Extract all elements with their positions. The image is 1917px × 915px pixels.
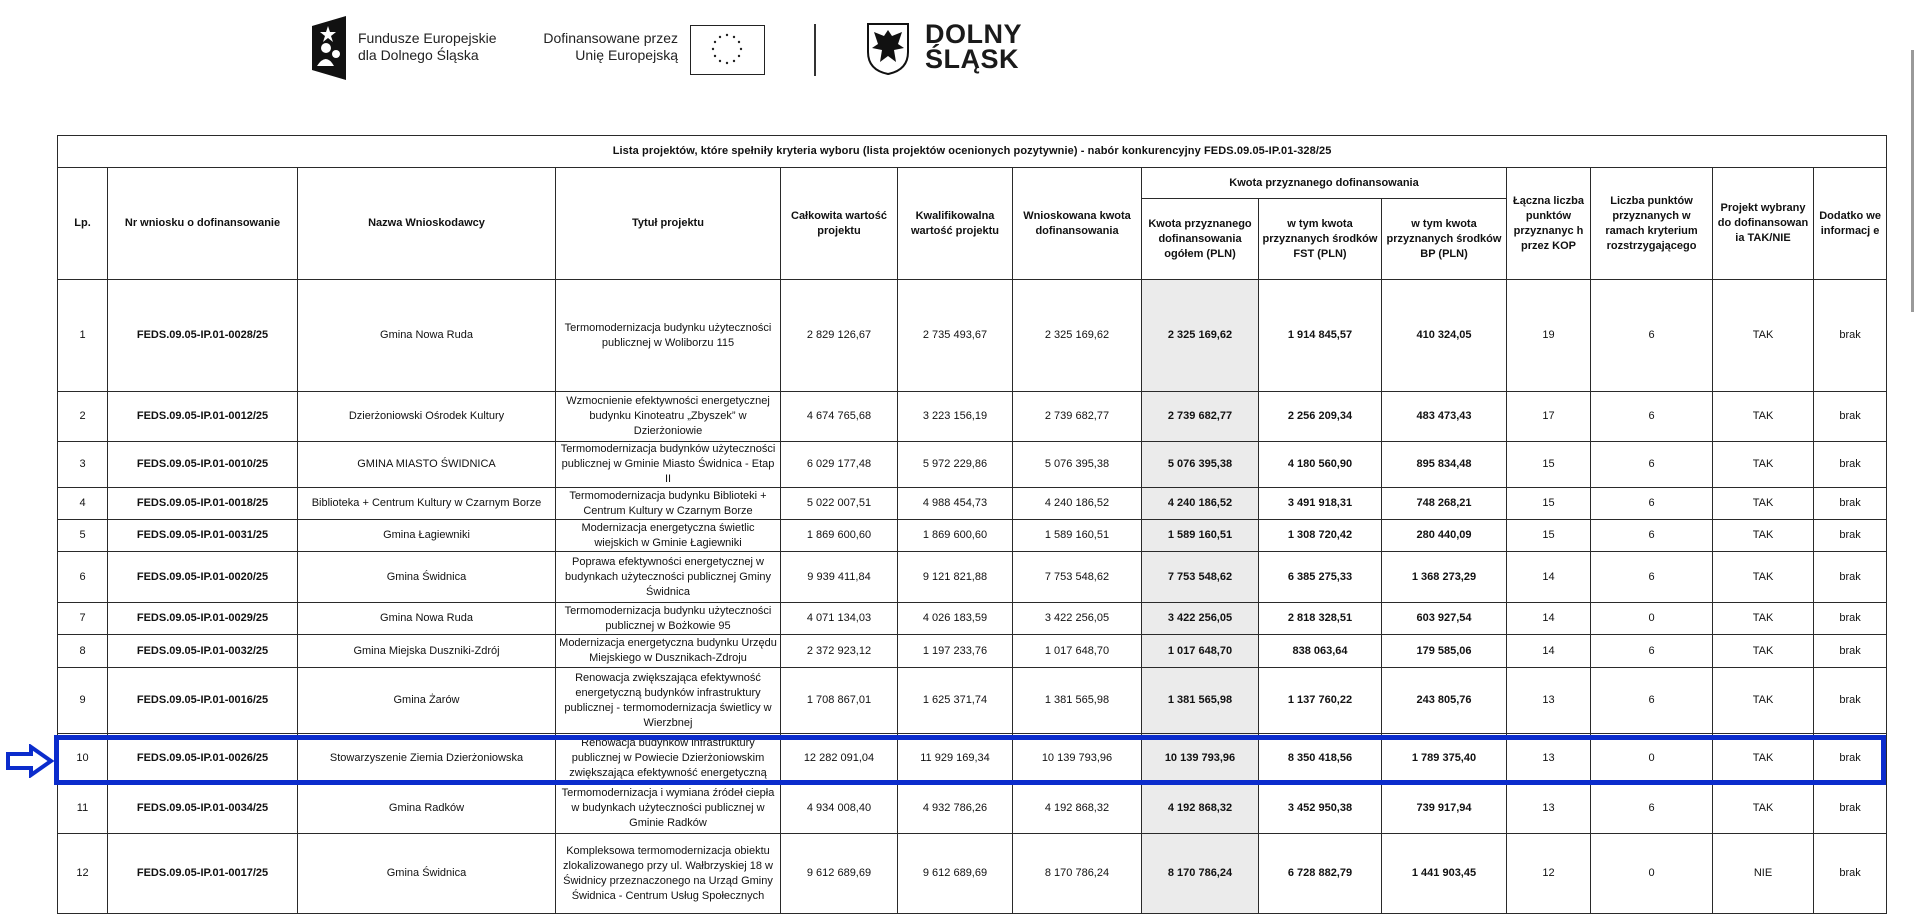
cell-wybrany: TAK <box>1713 635 1814 668</box>
header-kwota-ogolem: Kwota przyznanego dofinansowania ogółem (PLN) <box>1142 199 1259 280</box>
dofinansowane-text <box>520 30 678 64</box>
cell-kwota-ogolem: 2 739 682,77 <box>1142 392 1259 442</box>
table-body <box>58 280 1887 914</box>
cell-kwota-bp: 280 440,09 <box>1382 520 1507 552</box>
cell-dodatkowe: brak <box>1814 734 1887 784</box>
cell-punkty-rozstrz: 6 <box>1591 784 1713 834</box>
cell-tytul: Termomodernizacja i wymiana źródeł ciepła w budynkach użyteczności publicznej w Gminie Radków <box>556 784 781 834</box>
header-punkty-rozstrzygajace: Liczba punktów przyznanych w ramach kryterium rozstrzygającego <box>1591 168 1713 280</box>
cell-wybrany: TAK <box>1713 442 1814 488</box>
cell-kwota-fst: 6 728 882,79 <box>1259 834 1382 914</box>
cell-kwota-bp: 603 927,54 <box>1382 603 1507 635</box>
cell-nr-wniosku: FEDS.09.05-IP.01-0029/25 <box>108 603 298 635</box>
cell-punkty-kop: 14 <box>1507 635 1591 668</box>
cell-tytul: Termomodernizacja budynku Biblioteki + Centrum Kultury w Czarnym Borze <box>556 488 781 520</box>
header-wnioskowana-kwota: Wnioskowana kwota dofinansowania <box>1013 168 1142 280</box>
cell-punkty-rozstrz: 6 <box>1591 488 1713 520</box>
cell-wnioskowana: 2 325 169,62 <box>1013 280 1142 392</box>
cell-kwota-bp: 243 805,76 <box>1382 668 1507 734</box>
cell-kwota-ogolem: 8 170 786,24 <box>1142 834 1259 914</box>
table-row <box>58 392 1887 442</box>
cell-dodatkowe: brak <box>1814 442 1887 488</box>
cell-tytul: Termomodernizacja budynków użyteczności publicznej w Gminie Miasto Świdnica - Etap II <box>556 442 781 488</box>
cell-wybrany: TAK <box>1713 392 1814 442</box>
cell-tytul: Modernizacja energetyczna świetlic wiejskich w Gminie Łagiewniki <box>556 520 781 552</box>
table-row <box>58 488 1887 520</box>
cell-kwota-bp: 895 834,48 <box>1382 442 1507 488</box>
cell-kwota-fst: 6 385 275,33 <box>1259 552 1382 603</box>
header-dodatkowe-informacje: Dodatko we informacj e <box>1814 168 1887 280</box>
cell-kwalifikowalna: 4 932 786,26 <box>898 784 1013 834</box>
region-line-2: ŚLĄSK <box>925 44 1020 74</box>
cell-kwalifikowalna: 1 625 371,74 <box>898 668 1013 734</box>
cell-wnioskowana: 7 753 548,62 <box>1013 552 1142 603</box>
cell-lp: 4 <box>58 488 108 520</box>
cell-kwalifikowalna: 9 612 689,69 <box>898 834 1013 914</box>
cell-wybrany: TAK <box>1713 784 1814 834</box>
cell-wybrany: TAK <box>1713 280 1814 392</box>
header-tytul-projektu: Tytuł projektu <box>556 168 781 280</box>
cell-nr-wniosku: FEDS.09.05-IP.01-0026/25 <box>108 734 298 784</box>
cell-kwota-fst: 1 914 845,57 <box>1259 280 1382 392</box>
cell-nr-wniosku: FEDS.09.05-IP.01-0010/25 <box>108 442 298 488</box>
cell-kwota-bp: 748 268,21 <box>1382 488 1507 520</box>
table-row <box>58 442 1887 488</box>
cell-tytul: Renowacja budynków infrastruktury publicznej w Powiecie Dzierżoniowskim zwiększająca efektywność energetyczną <box>556 734 781 784</box>
cell-punkty-kop: 15 <box>1507 442 1591 488</box>
cell-punkty-kop: 15 <box>1507 488 1591 520</box>
cell-kwalifikowalna: 1 869 600,60 <box>898 520 1013 552</box>
cell-punkty-kop: 15 <box>1507 520 1591 552</box>
cell-nazwa: Gmina Radków <box>298 784 556 834</box>
cell-calkowita: 1 869 600,60 <box>781 520 898 552</box>
cell-calkowita: 5 022 007,51 <box>781 488 898 520</box>
cell-kwota-bp: 179 585,06 <box>1382 635 1507 668</box>
cell-kwalifikowalna: 5 972 229,86 <box>898 442 1013 488</box>
cell-kwota-ogolem: 1 017 648,70 <box>1142 635 1259 668</box>
header-punkty-kop: Łączna liczba punktów przyznanyc h przez KOP <box>1507 168 1591 280</box>
cell-kwota-fst: 838 063,64 <box>1259 635 1382 668</box>
cell-calkowita: 12 282 091,04 <box>781 734 898 784</box>
cell-nazwa: Gmina Łagiewniki <box>298 520 556 552</box>
cell-nr-wniosku: FEDS.09.05-IP.01-0031/25 <box>108 520 298 552</box>
cell-dodatkowe: brak <box>1814 552 1887 603</box>
cell-kwalifikowalna: 3 223 156,19 <box>898 392 1013 442</box>
cell-wybrany: TAK <box>1713 734 1814 784</box>
cell-nr-wniosku: FEDS.09.05-IP.01-0034/25 <box>108 784 298 834</box>
logo-separator <box>814 24 816 76</box>
cell-nazwa: Biblioteka + Centrum Kultury w Czarnym Borze <box>298 488 556 520</box>
cell-nr-wniosku: FEDS.09.05-IP.01-0012/25 <box>108 392 298 442</box>
cell-punkty-kop: 14 <box>1507 552 1591 603</box>
cell-kwalifikowalna: 11 929 169,34 <box>898 734 1013 784</box>
cell-wnioskowana: 8 170 786,24 <box>1013 834 1142 914</box>
cell-nazwa: Stowarzyszenie Ziemia Dzierżoniowska <box>298 734 556 784</box>
cell-kwota-bp: 1 441 903,45 <box>1382 834 1507 914</box>
header-projekt-wybrany: Projekt wybrany do dofinansowan ia TAK/NIE <box>1713 168 1814 280</box>
cell-kwota-ogolem: 1 589 160,51 <box>1142 520 1259 552</box>
dof-line-1: Dofinansowane przez <box>543 30 678 46</box>
cell-lp: 10 <box>58 734 108 784</box>
fe-line-1: Fundusze Europejskie <box>358 30 497 46</box>
cell-kwota-bp: 1 789 375,40 <box>1382 734 1507 784</box>
cell-punkty-rozstrz: 6 <box>1591 668 1713 734</box>
cell-punkty-rozstrz: 6 <box>1591 442 1713 488</box>
logo-header <box>0 0 1917 100</box>
header-kwota-bp: w tym kwota przyznanych środków BP (PLN) <box>1382 199 1507 280</box>
cell-kwota-bp: 1 368 273,29 <box>1382 552 1507 603</box>
cell-calkowita: 4 071 134,03 <box>781 603 898 635</box>
table-row <box>58 668 1887 734</box>
header-group-kwota-przyznana: Kwota przyznanego dofinansowania <box>1142 168 1507 199</box>
cell-calkowita: 9 612 689,69 <box>781 834 898 914</box>
cell-wnioskowana: 1 017 648,70 <box>1013 635 1142 668</box>
table-row <box>58 603 1887 635</box>
projects-table <box>57 135 1887 914</box>
cell-kwota-bp: 483 473,43 <box>1382 392 1507 442</box>
cell-dodatkowe: brak <box>1814 834 1887 914</box>
cell-punkty-kop: 13 <box>1507 784 1591 834</box>
cell-wnioskowana: 1 381 565,98 <box>1013 668 1142 734</box>
table-row <box>58 784 1887 834</box>
cell-dodatkowe: brak <box>1814 784 1887 834</box>
table-row <box>58 834 1887 914</box>
header-nr-wniosku: Nr wniosku o dofinansowanie <box>108 168 298 280</box>
cell-punkty-rozstrz: 6 <box>1591 520 1713 552</box>
cell-punkty-kop: 13 <box>1507 668 1591 734</box>
eu-flag-icon <box>690 25 765 75</box>
cell-wybrany: NIE <box>1713 834 1814 914</box>
cell-punkty-rozstrz: 6 <box>1591 392 1713 442</box>
cell-calkowita: 2 372 923,12 <box>781 635 898 668</box>
cell-lp: 5 <box>58 520 108 552</box>
fe-line-2: dla Dolnego Śląska <box>358 47 479 63</box>
cell-nazwa: Gmina Świdnica <box>298 834 556 914</box>
cell-wybrany: TAK <box>1713 520 1814 552</box>
cell-tytul: Termomodernizacja budynku użyteczności publicznej w Woliborzu 115 <box>556 280 781 392</box>
cell-kwalifikowalna: 1 197 233,76 <box>898 635 1013 668</box>
cell-kwota-fst: 3 452 950,38 <box>1259 784 1382 834</box>
cell-wnioskowana: 10 139 793,96 <box>1013 734 1142 784</box>
cell-nr-wniosku: FEDS.09.05-IP.01-0028/25 <box>108 280 298 392</box>
cell-punkty-rozstrz: 6 <box>1591 635 1713 668</box>
cell-kwota-bp: 410 324,05 <box>1382 280 1507 392</box>
cell-kwota-ogolem: 3 422 256,05 <box>1142 603 1259 635</box>
cell-kwota-fst: 1 137 760,22 <box>1259 668 1382 734</box>
cell-punkty-kop: 19 <box>1507 280 1591 392</box>
dof-line-2: Unię Europejską <box>575 47 678 63</box>
table-row <box>58 552 1887 603</box>
cell-calkowita: 1 708 867,01 <box>781 668 898 734</box>
cell-dodatkowe: brak <box>1814 488 1887 520</box>
cell-kwota-ogolem: 10 139 793,96 <box>1142 734 1259 784</box>
table-title <box>58 136 1887 168</box>
cell-kwota-fst: 3 491 918,31 <box>1259 488 1382 520</box>
cell-calkowita: 4 674 765,68 <box>781 392 898 442</box>
cell-wnioskowana: 4 192 868,32 <box>1013 784 1142 834</box>
cell-punkty-rozstrz: 6 <box>1591 280 1713 392</box>
cell-nr-wniosku: FEDS.09.05-IP.01-0020/25 <box>108 552 298 603</box>
fundusze-europejskie-text <box>358 30 497 64</box>
cell-kwota-fst: 4 180 560,90 <box>1259 442 1382 488</box>
cell-tytul: Poprawa efektywności energetycznej w budynkach użyteczności publicznej Gminy Świdnica <box>556 552 781 603</box>
cell-wybrany: TAK <box>1713 603 1814 635</box>
cell-wnioskowana: 4 240 186,52 <box>1013 488 1142 520</box>
cell-wnioskowana: 2 739 682,77 <box>1013 392 1142 442</box>
header-kwalifikowalna-wartosc: Kwalifikowalna wartość projektu <box>898 168 1013 280</box>
header-lp: Lp. <box>58 168 108 280</box>
table-row <box>58 635 1887 668</box>
cell-nazwa: GMINA MIASTO ŚWIDNICA <box>298 442 556 488</box>
cell-calkowita: 6 029 177,48 <box>781 442 898 488</box>
cell-kwota-bp: 739 917,94 <box>1382 784 1507 834</box>
arrow-right-icon <box>5 744 55 778</box>
cell-calkowita: 2 829 126,67 <box>781 280 898 392</box>
header-nazwa-wnioskodawcy: Nazwa Wnioskodawcy <box>298 168 556 280</box>
cell-tytul: Kompleksowa termomodernizacja obiektu zlokalizowanego przy ul. Wałbrzyskiej 18 w Świdnicy przeznaczonego na Urząd Gminy Świdnica - Centrum Usług Społecznych <box>556 834 781 914</box>
cell-nazwa: Gmina Świdnica <box>298 552 556 603</box>
cell-kwalifikowalna: 4 026 183,59 <box>898 603 1013 635</box>
cell-lp: 9 <box>58 668 108 734</box>
cell-wybrany: TAK <box>1713 488 1814 520</box>
cell-punkty-rozstrz: 0 <box>1591 603 1713 635</box>
cell-calkowita: 9 939 411,84 <box>781 552 898 603</box>
cell-kwota-fst: 1 308 720,42 <box>1259 520 1382 552</box>
table-row <box>58 520 1887 552</box>
cell-tytul: Modernizacja energetyczna budynku Urzędu Miejskiego w Dusznikach-Zdroju <box>556 635 781 668</box>
cell-tytul: Termomodernizacja budynku użyteczności publicznej w Bożkowie 95 <box>556 603 781 635</box>
cell-kwota-ogolem: 4 240 186,52 <box>1142 488 1259 520</box>
cell-kwota-fst: 2 818 328,51 <box>1259 603 1382 635</box>
cell-dodatkowe: brak <box>1814 603 1887 635</box>
cell-kwota-fst: 8 350 418,56 <box>1259 734 1382 784</box>
cell-dodatkowe: brak <box>1814 668 1887 734</box>
cell-kwota-ogolem: 4 192 868,32 <box>1142 784 1259 834</box>
cell-punkty-rozstrz: 0 <box>1591 734 1713 784</box>
cell-nazwa: Gmina Nowa Ruda <box>298 280 556 392</box>
cell-punkty-kop: 14 <box>1507 603 1591 635</box>
cell-kwalifikowalna: 2 735 493,67 <box>898 280 1013 392</box>
cell-tytul: Wzmocnienie efektywności energetycznej budynku Kinoteatru „Zbyszek” w Dzierżoniowie <box>556 392 781 442</box>
header-calkowita-wartosc: Całkowita wartość projektu <box>781 168 898 280</box>
cell-lp: 3 <box>58 442 108 488</box>
vertical-scrollbar[interactable] <box>1911 50 1914 312</box>
cell-wybrany: TAK <box>1713 552 1814 603</box>
region-line-1: DOLNY <box>925 19 1022 49</box>
cell-dodatkowe: brak <box>1814 392 1887 442</box>
cell-dodatkowe: brak <box>1814 635 1887 668</box>
cell-nazwa: Gmina Nowa Ruda <box>298 603 556 635</box>
cell-wnioskowana: 3 422 256,05 <box>1013 603 1142 635</box>
cell-kwota-ogolem: 7 753 548,62 <box>1142 552 1259 603</box>
table-title-text: Lista projektów, które spełniły kryteria wyboru (lista projektów ocenionych pozytywnie) - nabór konkurencyjny FEDS.09.05-IP.01-328/25 <box>612 145 1332 157</box>
cell-nr-wniosku: FEDS.09.05-IP.01-0017/25 <box>108 834 298 914</box>
cell-lp: 8 <box>58 635 108 668</box>
cell-punkty-kop: 12 <box>1507 834 1591 914</box>
cell-punkty-rozstrz: 0 <box>1591 834 1713 914</box>
cell-lp: 7 <box>58 603 108 635</box>
cell-kwota-ogolem: 1 381 565,98 <box>1142 668 1259 734</box>
cell-wnioskowana: 5 076 395,38 <box>1013 442 1142 488</box>
cell-punkty-kop: 17 <box>1507 392 1591 442</box>
cell-dodatkowe: brak <box>1814 280 1887 392</box>
fundusze-europejskie-logo-icon <box>312 16 346 80</box>
dolny-slask-crest-icon <box>866 22 910 76</box>
dolny-slask-wordmark <box>925 19 1022 74</box>
table-row <box>58 280 1887 392</box>
cell-lp: 1 <box>58 280 108 392</box>
cell-dodatkowe: brak <box>1814 520 1887 552</box>
cell-kwalifikowalna: 4 988 454,73 <box>898 488 1013 520</box>
cell-lp: 11 <box>58 784 108 834</box>
cell-punkty-kop: 13 <box>1507 734 1591 784</box>
cell-lp: 2 <box>58 392 108 442</box>
cell-lp: 12 <box>58 834 108 914</box>
cell-kwalifikowalna: 9 121 821,88 <box>898 552 1013 603</box>
cell-nazwa: Dzierżoniowski Ośrodek Kultury <box>298 392 556 442</box>
cell-kwota-fst: 2 256 209,34 <box>1259 392 1382 442</box>
cell-nr-wniosku: FEDS.09.05-IP.01-0018/25 <box>108 488 298 520</box>
cell-nr-wniosku: FEDS.09.05-IP.01-0016/25 <box>108 668 298 734</box>
cell-wnioskowana: 1 589 160,51 <box>1013 520 1142 552</box>
cell-tytul: Renowacja zwiększająca efektywność energetyczną budynków infrastruktury publicznej - termomodernizacja świetlicy w Wierzbnej <box>556 668 781 734</box>
cell-nr-wniosku: FEDS.09.05-IP.01-0032/25 <box>108 635 298 668</box>
cell-kwota-ogolem: 5 076 395,38 <box>1142 442 1259 488</box>
cell-calkowita: 4 934 008,40 <box>781 784 898 834</box>
cell-lp: 6 <box>58 552 108 603</box>
header-kwota-fst: w tym kwota przyznanych środków FST (PLN) <box>1259 199 1382 280</box>
cell-punkty-rozstrz: 6 <box>1591 552 1713 603</box>
cell-kwota-ogolem: 2 325 169,62 <box>1142 280 1259 392</box>
cell-nazwa: Gmina Miejska Duszniki-Zdrój <box>298 635 556 668</box>
cell-nazwa: Gmina Żarów <box>298 668 556 734</box>
cell-wybrany: TAK <box>1713 668 1814 734</box>
table-row <box>58 734 1887 784</box>
